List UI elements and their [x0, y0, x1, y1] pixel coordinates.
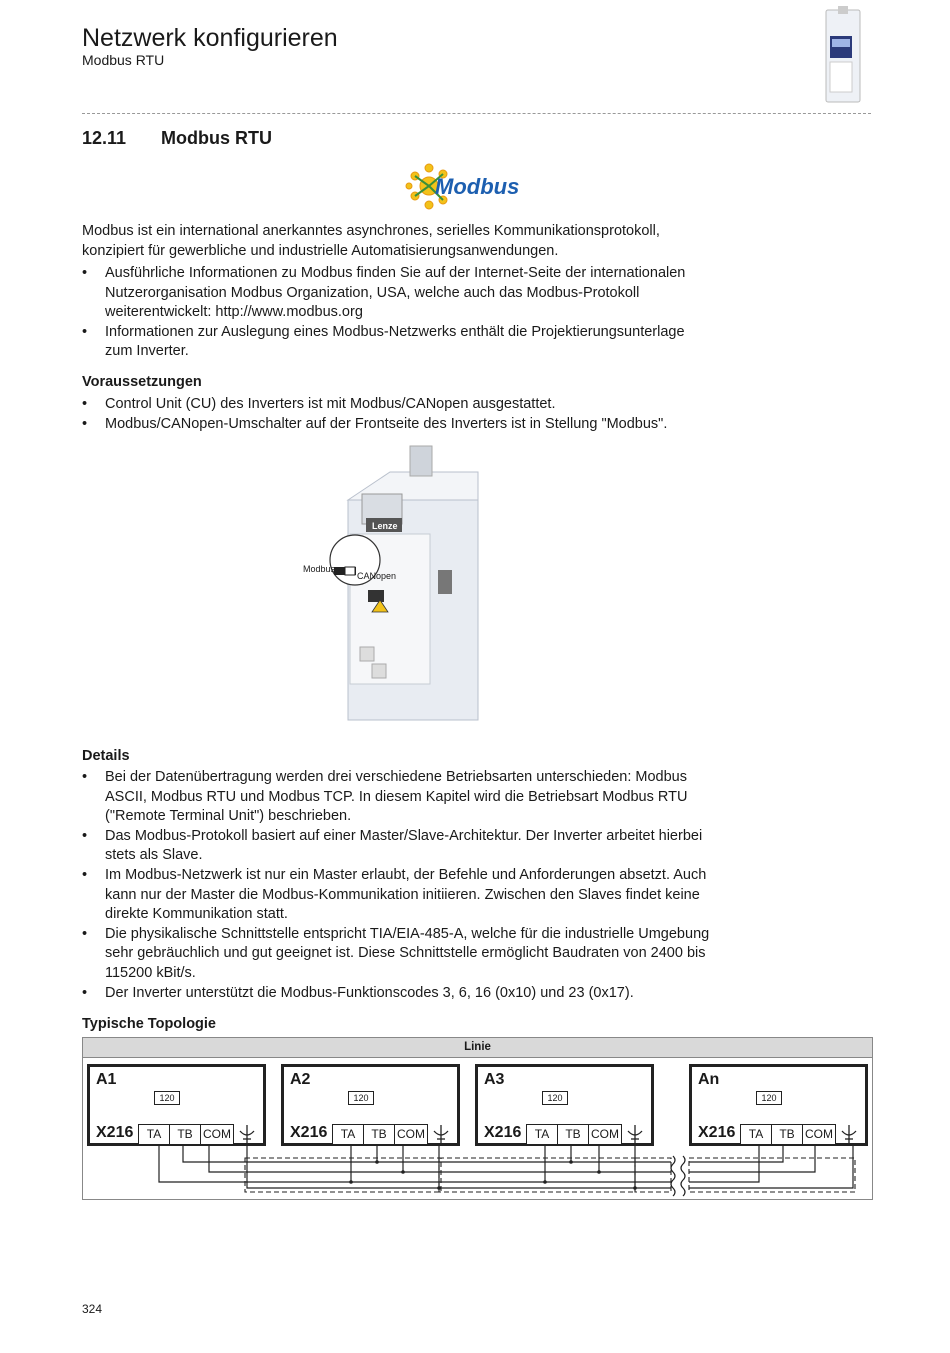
- prerequisites-list: [82, 395, 712, 434]
- terminal-tb: TB: [169, 1124, 201, 1145]
- node-label: A2: [290, 1071, 311, 1088]
- chapter-subtitle: Modbus RTU: [82, 52, 165, 68]
- details-heading: Details: [82, 748, 130, 764]
- details-list: [82, 768, 712, 1003]
- modbus-logo: [405, 162, 550, 212]
- topology-line-label: Linie: [83, 1038, 872, 1058]
- inverter-device-image: [300, 442, 490, 724]
- device-brand-label: Lenze: [372, 521, 398, 531]
- connector-label: X216: [290, 1124, 328, 1141]
- prerequisites-heading: Voraussetzungen: [82, 374, 202, 390]
- page-number: 324: [82, 1302, 103, 1316]
- section-number: 12.11: [82, 128, 127, 148]
- topology-node-an: [689, 1064, 868, 1146]
- termination-resistor: 120: [756, 1091, 782, 1105]
- terminal-com: COM: [588, 1124, 622, 1145]
- terminal-tb: TB: [557, 1124, 589, 1145]
- section-title: Modbus RTU: [161, 128, 272, 148]
- ground-shield-icon: [840, 1125, 858, 1143]
- node-label: A3: [484, 1071, 505, 1088]
- terminal-ta: TA: [740, 1124, 772, 1145]
- ground-shield-icon: [432, 1125, 450, 1143]
- terminal-com: COM: [200, 1124, 234, 1145]
- list-item: • Das Modbus-Protokoll basiert auf einer Master/Slave-Architektur. Der Inverter arbeitet hierbei stets als Slave.: [82, 827, 712, 866]
- topology-diagram: [82, 1037, 873, 1200]
- node-label: An: [698, 1071, 720, 1088]
- list-item: • Der Inverter unterstützt die Modbus-Funktionscodes 3, 6, 16 (0x10) und 23 (0x17).: [82, 984, 712, 1004]
- switch-label-canopen: CANopen: [357, 571, 397, 581]
- switch-label-modbus: Modbus: [303, 564, 336, 574]
- header-divider: [82, 113, 871, 114]
- topology-heading: Typische Topologie: [82, 1016, 216, 1032]
- terminal-tb: TB: [771, 1124, 803, 1145]
- termination-resistor: 120: [542, 1091, 568, 1105]
- list-item: • Modbus/CANopen-Umschalter auf der Frontseite des Inverters ist in Stellung "Modbus".: [82, 415, 712, 435]
- termination-resistor: 120: [154, 1091, 180, 1105]
- list-item: • Die physikalische Schnittstelle entspricht TIA/EIA-485-A, welche für die industrielle Umgebung sehr gebräuchlich und gut geeignet ist. Diese Schnittstelle ermöglicht Baudraten von 2400 bis 115200 kBit/s.: [82, 925, 712, 984]
- ground-shield-icon: [626, 1125, 644, 1143]
- termination-resistor: 120: [348, 1091, 374, 1105]
- topology-node-a3: [475, 1064, 654, 1146]
- terminal-ta: TA: [526, 1124, 558, 1145]
- list-item: • Informationen zur Auslegung eines Modbus-Netzwerks enthält die Projektierungsunterlage zum Inverter.: [82, 323, 712, 362]
- node-label: A1: [96, 1071, 117, 1088]
- terminal-com: COM: [802, 1124, 836, 1145]
- terminal-ta: TA: [332, 1124, 364, 1145]
- connector-label: X216: [698, 1124, 736, 1141]
- ground-shield-icon: [238, 1125, 256, 1143]
- list-item: • Ausführliche Informationen zu Modbus finden Sie auf der Internet-Seite der internationalen Nutzerorganisation Modbus Organization, USA, welche auch das Modbus-Protokoll weiterentwickelt: http://www.modbus.org: [82, 264, 712, 323]
- intro-bullet-list: [82, 264, 712, 362]
- connector-label: X216: [96, 1124, 134, 1141]
- connector-label: X216: [484, 1124, 522, 1141]
- terminal-com: COM: [394, 1124, 428, 1145]
- terminal-tb: TB: [363, 1124, 395, 1145]
- logo-text: Modbus: [435, 174, 520, 199]
- list-item: • Control Unit (CU) des Inverters ist mit Modbus/CANopen ausgestattet.: [82, 395, 712, 415]
- terminal-ta: TA: [138, 1124, 170, 1145]
- topology-node-a2: [281, 1064, 460, 1146]
- topology-node-a1: [87, 1064, 266, 1146]
- intro-paragraph: Modbus ist ein international anerkanntes asynchrones, serielles Kommunikationsprotokoll, konzipiert für gewerbliche und industrielle Automatisierungsanwendungen.: [82, 223, 660, 259]
- chapter-title: Netzwerk konfigurieren: [82, 24, 338, 52]
- list-item: • Bei der Datenübertragung werden drei verschiedene Betriebsarten unterschieden: Modbus ASCII, Modbus RTU und Modbus TCP. In diesem Kapitel wird die Betriebsart Modbus RTU ("Remote Terminal Unit") beschrieben.: [82, 768, 712, 827]
- inverter-thumbnail-image: [812, 6, 872, 106]
- list-item: • Im Modbus-Netzwerk ist nur ein Master erlaubt, der Befehle und Anforderungen absetzt. Auch kann nur der Master die Modbus-Kommunikation initiieren. Zwischen den Slaves findet keine direkte Kommunikation statt.: [82, 866, 712, 925]
- section-heading: [82, 128, 272, 149]
